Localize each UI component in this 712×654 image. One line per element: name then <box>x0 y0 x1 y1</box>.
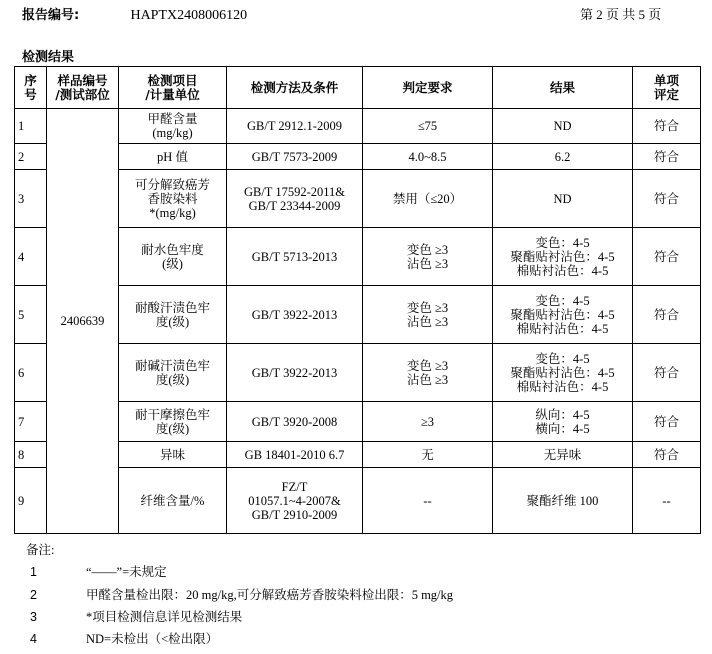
cell-method: GB/T 7573-2009 <box>227 144 363 170</box>
notes-title: 备注: <box>26 543 55 557</box>
cell-result: 变色：4-5 聚酯贴衬沾色：4-5 棉贴衬沾色：4-5 <box>493 228 633 286</box>
col-header-no: 序 号 <box>15 67 47 109</box>
col-header-verdict: 单项 评定 <box>633 67 701 109</box>
cell-item: 可分解致癌芳 香胺染料 *(mg/kg) <box>119 170 227 228</box>
cell-no: 6 <box>15 344 47 402</box>
results-table <box>14 66 701 534</box>
col-header-requirement: 判定要求 <box>363 67 493 109</box>
cell-verdict: 符合 <box>633 109 701 144</box>
cell-requirement: 变色 ≥3 沾色 ≥3 <box>363 228 493 286</box>
cell-no: 1 <box>15 109 47 144</box>
cell-method: GB/T 5713-2013 <box>227 228 363 286</box>
cell-result: ND <box>493 170 633 228</box>
report-number-value: HAPTX2408006120 <box>130 8 248 23</box>
report-number-label: 报告编号: <box>22 8 80 23</box>
cell-verdict: 符合 <box>633 402 701 442</box>
section-title: 检测结果 <box>22 50 75 65</box>
table-row <box>15 109 701 144</box>
cell-requirement: ≥3 <box>363 402 493 442</box>
cell-item: 耐水色牢度 (级) <box>119 228 227 286</box>
cell-verdict: 符合 <box>633 144 701 170</box>
cell-requirement: 4.0~8.5 <box>363 144 493 170</box>
cell-method: FZ/T 01057.1~4-2007& GB/T 2910-2009 <box>227 468 363 534</box>
cell-requirement: 禁用（≤20） <box>363 170 493 228</box>
cell-result: ND <box>493 109 633 144</box>
cell-item: 耐碱汗渍色牢 度(级) <box>119 344 227 402</box>
cell-no: 8 <box>15 442 47 468</box>
cell-no: 9 <box>15 468 47 534</box>
report-number-header <box>22 4 247 24</box>
col-header-method: 检测方法及条件 <box>227 67 363 109</box>
cell-requirement: 无 <box>363 442 493 468</box>
cell-result: 聚酯纤维 100 <box>493 468 633 534</box>
note-item: 2 甲醛含量检出限：20 mg/kg,可分解致癌芳香胺染料检出限：5 mg/kg <box>30 588 454 602</box>
note-item: 3 *项目检测信息详见检测结果 <box>30 610 243 624</box>
cell-no: 4 <box>15 228 47 286</box>
cell-no: 7 <box>15 402 47 442</box>
cell-method: GB/T 3920-2008 <box>227 402 363 442</box>
cell-requirement: -- <box>363 468 493 534</box>
table-header-row <box>15 67 701 109</box>
cell-method: GB/T 17592-2011& GB/T 23344-2009 <box>227 170 363 228</box>
cell-verdict: 符合 <box>633 170 701 228</box>
cell-result: 变色：4-5 聚酯贴衬沾色：4-5 棉贴衬沾色：4-5 <box>493 344 633 402</box>
cell-verdict: 符合 <box>633 442 701 468</box>
cell-item: pH 值 <box>119 144 227 170</box>
cell-no: 2 <box>15 144 47 170</box>
col-header-sample: 样品编号 /测试部位 <box>47 67 119 109</box>
cell-requirement: 变色 ≥3 沾色 ≥3 <box>363 286 493 344</box>
cell-method: GB/T 2912.1-2009 <box>227 109 363 144</box>
cell-no: 3 <box>15 170 47 228</box>
cell-requirement: ≤75 <box>363 109 493 144</box>
cell-item: 异味 <box>119 442 227 468</box>
cell-result: 纵向：4-5 横向：4-5 <box>493 402 633 442</box>
cell-verdict: -- <box>633 468 701 534</box>
cell-result: 6.2 <box>493 144 633 170</box>
note-item: 1 “——”=未规定 <box>30 565 167 579</box>
cell-no: 5 <box>15 286 47 344</box>
page-indicator: 第 2 页 共 5 页 <box>580 7 662 22</box>
cell-verdict: 符合 <box>633 228 701 286</box>
cell-item: 耐酸汗渍色牢 度(级) <box>119 286 227 344</box>
cell-item: 纤维含量/% <box>119 468 227 534</box>
cell-result: 无异味 <box>493 442 633 468</box>
cell-item: 耐干摩擦色牢 度(级) <box>119 402 227 442</box>
cell-item: 甲醛含量 (mg/kg) <box>119 109 227 144</box>
cell-sample-no: 2406639 <box>47 109 119 534</box>
cell-requirement: 变色 ≥3 沾色 ≥3 <box>363 344 493 402</box>
cell-verdict: 符合 <box>633 344 701 402</box>
col-header-item: 检测项目 /计量单位 <box>119 67 227 109</box>
cell-method: GB 18401-2010 6.7 <box>227 442 363 468</box>
note-item: 4 ND=未检出（<检出限） <box>30 632 219 646</box>
cell-result: 变色：4-5 聚酯贴衬沾色：4-5 棉贴衬沾色：4-5 <box>493 286 633 344</box>
cell-verdict: 符合 <box>633 286 701 344</box>
col-header-result: 结果 <box>493 67 633 109</box>
cell-method: GB/T 3922-2013 <box>227 286 363 344</box>
cell-method: GB/T 3922-2013 <box>227 344 363 402</box>
